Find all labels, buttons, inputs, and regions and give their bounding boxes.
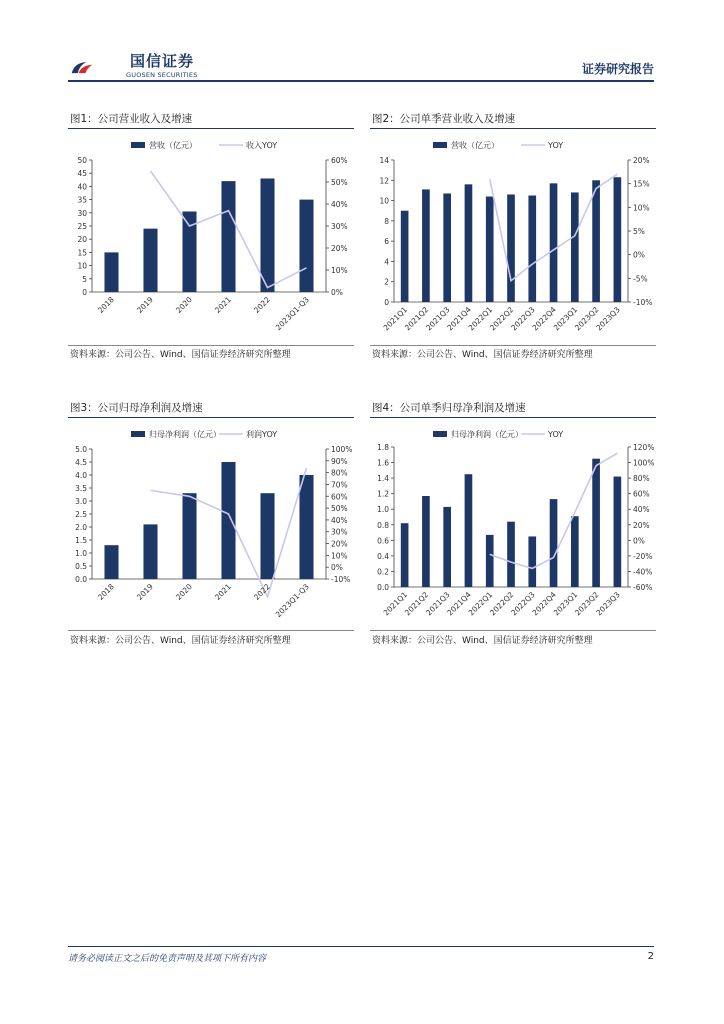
right-tick-label: 60% — [331, 492, 348, 502]
right-tick-label: 50% — [331, 504, 348, 514]
bar — [260, 493, 274, 579]
right-tick-label: 10% — [331, 266, 348, 275]
bar — [592, 180, 600, 302]
legend-line-label: 利润YOY — [246, 430, 278, 439]
right-tick-label: 20% — [331, 539, 348, 549]
footer-disclaimer: 请务必阅读正文之后的免责声明及其项下所有内容 — [68, 954, 267, 964]
left-tick-label: 1.2 — [377, 489, 389, 499]
left-tick-label: 8 — [384, 216, 389, 226]
bar — [443, 507, 451, 587]
bar — [592, 459, 600, 587]
bar — [299, 475, 313, 579]
legend-line-label: YOY — [548, 141, 564, 150]
left-tick-label: 0 — [82, 288, 87, 297]
right-tick-label: 30% — [331, 222, 348, 231]
right-tick-label: 10% — [331, 551, 348, 561]
bar — [401, 211, 409, 302]
bar — [260, 178, 274, 292]
bar — [443, 193, 451, 302]
left-tick-label: 3.0 — [75, 497, 87, 506]
right-tick-label: -5% — [633, 274, 648, 284]
left-tick-label: 0 — [384, 298, 389, 307]
right-tick-label: 60% — [331, 156, 348, 165]
x-tick-label: 2021Q3 — [424, 305, 452, 333]
chart-2-quarterly-revenue — [370, 132, 660, 344]
x-tick-label: 2022Q1 — [466, 305, 495, 333]
left-tick-label: 4.5 — [75, 458, 87, 467]
chart-1-title: 图1：公司营业收入及增速 — [70, 113, 193, 125]
bar — [104, 252, 118, 292]
bar — [528, 196, 536, 303]
left-tick-label: 0.8 — [377, 520, 389, 530]
right-tick-label: 70% — [331, 480, 348, 490]
x-tick-label: 2023Q3 — [594, 305, 622, 333]
chart-1-title-rule — [68, 128, 354, 129]
bar — [486, 197, 494, 302]
legend-bar-label: 归母净利润（亿元） — [451, 430, 523, 439]
right-tick-label: 0% — [633, 250, 645, 260]
left-tick-label: 14 — [379, 156, 389, 165]
right-tick-label: 90% — [331, 456, 348, 466]
report-type-label: 证券研究报告 — [581, 62, 654, 76]
chart-3-source: 资料来源：公司公告、Wind、国信证券经济研究所整理 — [70, 636, 291, 646]
x-tick-label: 2023Q2 — [573, 590, 601, 618]
left-tick-label: 15 — [77, 248, 87, 258]
left-tick-label: 1.4 — [377, 474, 389, 484]
bar — [143, 524, 157, 579]
chart-2-title: 图2：公司单季营业收入及增速 — [372, 113, 516, 125]
left-tick-label: 0.4 — [377, 551, 389, 561]
x-tick-label: 2022Q2 — [488, 305, 516, 333]
bar — [401, 523, 409, 587]
left-tick-label: 1.0 — [75, 549, 87, 558]
x-tick-label: 2021 — [213, 295, 233, 315]
bar — [182, 493, 196, 579]
bar — [104, 545, 118, 579]
left-tick-label: 5.0 — [75, 445, 87, 454]
right-tick-label: 120% — [633, 443, 655, 452]
legend-bar-label: 归母净利润（亿元） — [149, 430, 221, 439]
right-tick-label: 5% — [633, 227, 645, 236]
left-tick-label: 4 — [384, 257, 389, 267]
left-tick-label: 2.5 — [75, 510, 87, 519]
left-tick-label: 40 — [77, 182, 87, 192]
bar — [571, 192, 579, 302]
x-tick-label: 2021Q4 — [445, 305, 473, 333]
header-divider — [68, 80, 654, 82]
right-tick-label: 40% — [331, 515, 348, 525]
right-tick-label: 10% — [633, 203, 650, 213]
bar — [221, 462, 235, 579]
chart-2-source-rule — [370, 345, 656, 346]
x-tick-label: 2021Q1 — [381, 590, 410, 618]
right-tick-label: 40% — [633, 505, 650, 515]
left-tick-label: 2 — [384, 277, 389, 287]
x-tick-label: 2021 — [213, 582, 233, 602]
right-tick-label: 80% — [331, 468, 348, 478]
bar — [550, 499, 558, 587]
x-tick-label: 2022Q3 — [509, 305, 537, 333]
left-tick-label: 5 — [82, 274, 87, 284]
x-tick-label: 2023Q1 — [551, 305, 580, 333]
right-tick-label: -10% — [331, 575, 351, 584]
x-tick-label: 2022Q1 — [466, 590, 495, 618]
left-tick-label: 10 — [77, 261, 87, 271]
legend-line-label: YOY — [548, 430, 564, 439]
bar — [422, 496, 430, 587]
left-tick-label: 10 — [379, 196, 389, 206]
chart-4-quarterly-net-profit — [370, 421, 660, 631]
chart-4-title-rule — [370, 417, 656, 418]
chart-4-title: 图4：公司单季归母净利润及增速 — [372, 402, 526, 414]
chart-4-source-rule — [370, 630, 656, 631]
x-tick-label: 2021Q2 — [402, 590, 431, 618]
left-tick-label: 1.5 — [75, 536, 87, 545]
chart-1-source: 资料来源：公司公告、Wind、国信证券经济研究所整理 — [70, 350, 291, 360]
x-tick-label: 2022Q3 — [509, 590, 537, 618]
legend-bar-swatch — [131, 431, 145, 437]
right-tick-label: 20% — [633, 520, 650, 530]
right-tick-label: 100% — [633, 458, 655, 468]
left-tick-label: 12 — [379, 176, 389, 186]
x-tick-label: 2022Q2 — [488, 590, 516, 618]
x-tick-label: 2023Q1-Q3 — [273, 582, 311, 620]
x-tick-label: 2021Q4 — [445, 590, 473, 618]
chart-3-net-profit — [68, 421, 358, 631]
right-tick-label: 15% — [633, 179, 650, 189]
company-name-en: GUOSEN SECURITIES — [126, 71, 198, 79]
bar — [614, 177, 622, 302]
right-tick-label: 20% — [633, 156, 650, 165]
x-tick-label: 2021Q2 — [402, 305, 431, 333]
right-tick-label: 100% — [331, 445, 353, 454]
chart-1-source-rule — [68, 345, 354, 346]
left-tick-label: 0.0 — [377, 583, 389, 592]
legend-line-label: 收入YOY — [246, 141, 278, 150]
bar — [571, 516, 579, 587]
x-tick-label: 2019 — [135, 295, 155, 315]
left-tick-label: 50 — [77, 156, 87, 165]
left-tick-label: 3.5 — [75, 484, 87, 493]
bar — [614, 477, 622, 587]
bar — [528, 536, 536, 587]
page-header — [0, 0, 724, 90]
left-tick-label: 1.0 — [377, 505, 389, 515]
left-tick-label: 0.2 — [377, 567, 389, 577]
bar — [465, 184, 473, 302]
chart-1-revenue — [68, 132, 358, 344]
bar — [422, 189, 430, 302]
left-tick-label: 1.6 — [377, 458, 389, 468]
right-tick-label: -40% — [633, 567, 653, 577]
right-tick-label: 0% — [633, 536, 645, 546]
x-tick-label: 2021Q1 — [381, 305, 410, 333]
legend-bar-swatch — [433, 431, 447, 437]
right-tick-label: 20% — [331, 244, 348, 253]
left-tick-label: 6 — [384, 237, 389, 247]
x-tick-label: 2018 — [96, 295, 116, 315]
left-tick-label: 2.0 — [75, 523, 87, 532]
x-tick-label: 2021Q3 — [424, 590, 452, 618]
right-tick-label: 40% — [331, 200, 348, 209]
left-tick-label: 30 — [77, 208, 87, 218]
chart-3-source-rule — [68, 630, 354, 631]
left-tick-label: 0.5 — [75, 562, 87, 571]
left-tick-label: 4.0 — [75, 471, 87, 480]
bar — [465, 474, 473, 587]
right-tick-label: 50% — [331, 178, 348, 187]
left-tick-label: 45 — [77, 169, 87, 179]
left-tick-label: 35 — [77, 195, 87, 205]
company-name-cn: 国信证券 — [130, 52, 195, 70]
x-tick-label: 2022Q4 — [530, 305, 558, 333]
chart-4-source: 资料来源：公司公告、Wind、国信证券经济研究所整理 — [372, 636, 593, 646]
left-tick-label: 1.8 — [377, 443, 389, 452]
right-tick-label: 60% — [633, 489, 650, 499]
right-tick-label: 0% — [331, 563, 343, 573]
x-tick-label: 2023Q1-Q3 — [273, 295, 311, 333]
legend-bar-swatch — [433, 142, 447, 148]
legend-bar-swatch — [131, 142, 145, 148]
x-tick-label: 2023Q2 — [573, 305, 601, 333]
left-tick-label: 20 — [77, 235, 87, 245]
legend-bar-label: 营收（亿元） — [451, 141, 499, 150]
x-tick-label: 2022 — [252, 295, 272, 315]
x-tick-label: 2020 — [174, 582, 194, 602]
bar — [507, 522, 515, 587]
chart-2-title-rule — [370, 128, 656, 129]
right-tick-label: -10% — [633, 298, 653, 307]
x-tick-label: 2022Q4 — [530, 590, 558, 618]
x-tick-label: 2023Q3 — [594, 590, 622, 618]
right-tick-label: -20% — [633, 551, 653, 561]
right-tick-label: 30% — [331, 527, 348, 537]
left-tick-label: 0.6 — [377, 536, 389, 546]
x-tick-label: 2018 — [96, 582, 116, 602]
page-number: 2 — [647, 951, 654, 962]
bar — [486, 535, 494, 587]
bar — [143, 229, 157, 292]
x-tick-label: 2023Q1 — [551, 590, 580, 618]
x-tick-label: 2022 — [252, 582, 272, 602]
left-tick-label: 0.0 — [75, 575, 87, 584]
right-tick-label: -60% — [633, 583, 653, 592]
right-tick-label: 80% — [633, 474, 650, 484]
legend-bar-label: 营收（亿元） — [149, 141, 197, 150]
chart-3-title: 图3：公司归母净利润及增速 — [70, 402, 203, 414]
x-tick-label: 2020 — [174, 295, 194, 315]
bar — [550, 183, 558, 302]
bar — [507, 194, 515, 302]
x-tick-label: 2019 — [135, 582, 155, 602]
bar — [221, 181, 235, 292]
bar — [299, 200, 313, 292]
footer-divider — [68, 946, 654, 947]
chart-3-title-rule — [68, 417, 354, 418]
right-tick-label: 0% — [331, 288, 343, 297]
chart-2-source: 资料来源：公司公告、Wind、国信证券经济研究所整理 — [372, 350, 593, 360]
left-tick-label: 25 — [77, 222, 87, 231]
